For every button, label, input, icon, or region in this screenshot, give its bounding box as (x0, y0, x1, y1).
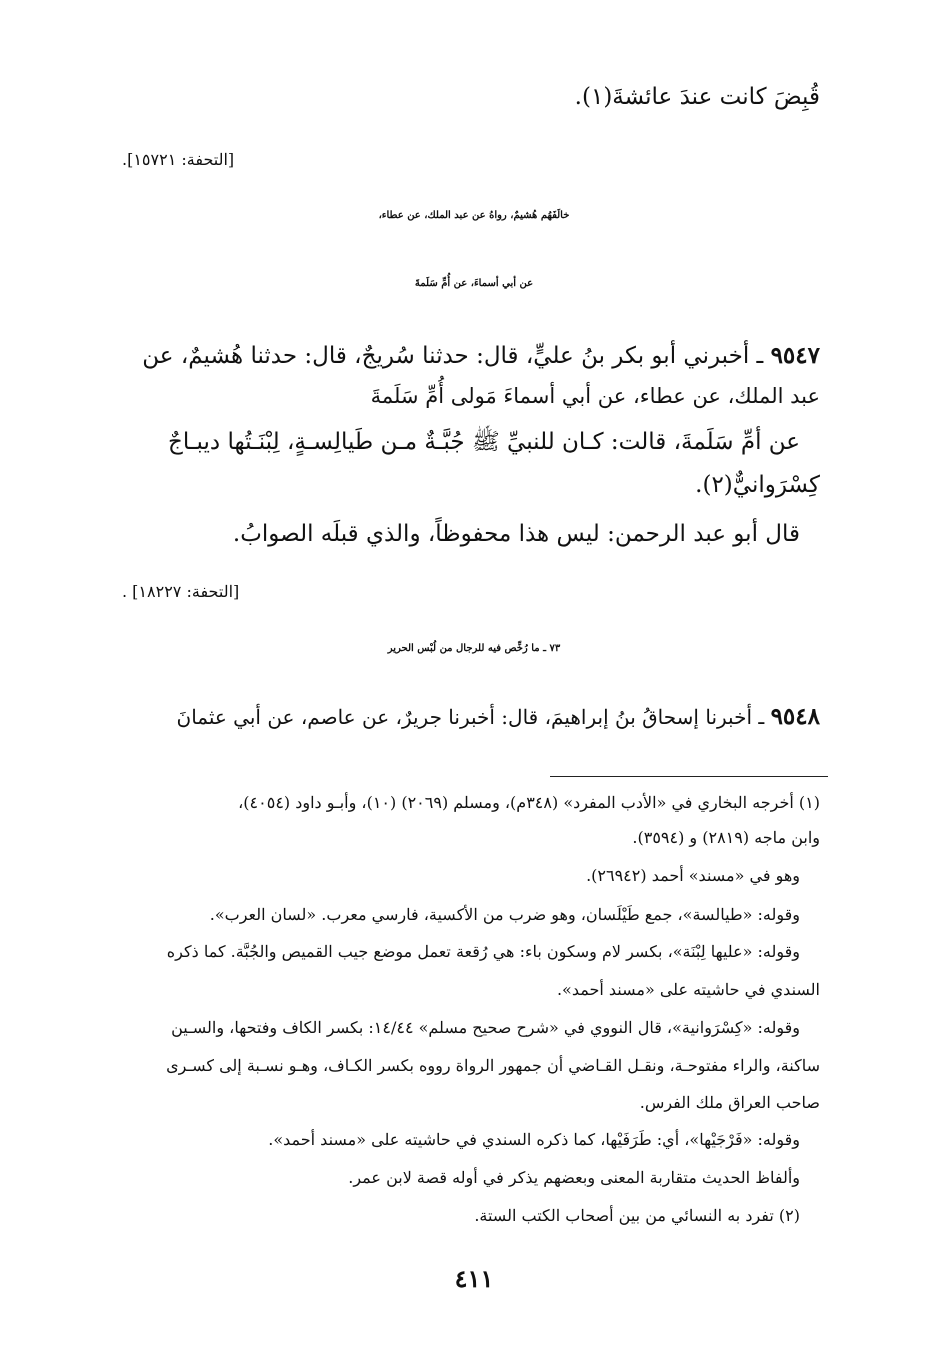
hadith-text: ـ أخبرنا إسحاقُ بنُ إبراهيمَ، قال: أخبرنا جريرٌ، عن عاصم، عن أبي عثمانَ (176, 705, 771, 729)
footnote-line: وقوله: «عليها لِبْنَة»، بكسر لام وسكون باء: هي رُقعة تعمل موضع جيب القميص والجُبَّة. كما ذكره (166, 942, 800, 961)
tuhfa-reference: [التحفة: ١٨٢٢٧] . (122, 582, 240, 601)
section-heading-line-1: خالَفَهُم هُشيمٌ، رواهُ عن عبد الملك، عن عطاء، (378, 210, 570, 221)
footnote-line: وقوله: «فَرْجَيْها»، أي: طَرَفَيْها، كما ذكره السندي في حاشيته على «مسند أحمد». (268, 1130, 800, 1149)
footnote-line: وابن ماجه (٢٨١٩) و (٣٥٩٤). (632, 828, 820, 847)
page-number: ٤١١ (454, 1264, 494, 1293)
footnote-line: صاحب العراق ملك الفرس. (639, 1093, 820, 1112)
footnote-line: وألفاظ الحديث متقاربة المعنى وبعضهم يذكر في أوله قصة لابن عمر. (348, 1168, 800, 1187)
hadith-number: ٩٥٤٨ (770, 703, 820, 730)
footnote-separator (550, 776, 828, 777)
footnote-line: وقوله: «طيالسة»، جمع طَيْلَسان، وهو ضرب من الأكسية، فارسي معرب. «لسان العرب». (209, 905, 800, 924)
footnote-line: وقوله: «كِسْرَوانية»، قال النووي في «شرح صحيح مسلم» ١٤/٤٤: بكسر الكاف وفتحها، والسـين (171, 1018, 800, 1037)
footnote-line: (١) أخرجه البخاري في «الأدب المفرد» (٣٤٨م)، ومسلم (٢٠٦٩) (١٠)، وأبـو داود (٤٠٥٤)، (238, 793, 820, 812)
hadith-9547-line-1 (142, 342, 820, 369)
hadith-9547-line-3: عن أمِّ سَلَمةَ، قالت: كـان للنبيِّ ﷺ جُبَّـةٌ مـن طَيالِسـةٍ، لِبْنَـتُها ديبـاجٌ (167, 429, 800, 455)
tuhfa-reference: [التحفة: ١٥٧٢١]. (122, 150, 235, 169)
footnote-line: وهو في «مسند» أحمد (٢٦٩٤٢). (586, 866, 800, 885)
footnote-line: السندي في حاشيته على «مسند أحمد». (556, 980, 820, 999)
hadith-9548-line-1 (177, 703, 821, 730)
section-heading-line-2: عن أبي أسماءَ، عن أُمِّ سَلَمةَ (414, 278, 534, 289)
hadith-text: ـ أخبرني أبو بكر بنُ عليٍّ، قال: حدثنا سُريجٌ، قال: حدثنا هُشيمٌ، عن (142, 343, 771, 369)
hadith-9547-line-2: عبد الملك، عن عطاء، عن أبي أسماءَ مَولى أُمِّ سَلَمةَ (370, 384, 820, 408)
footnote-line: ساكنة، والراء مفتوحـة، ونقـل القـاضي أن جمهور الرواة رووه بكسر الكـاف، وهـو نسـبة إلى كسـرى (166, 1056, 820, 1075)
hadith-9547-line-5: قال أبو عبد الرحمن: ليس هذا محفوظاً، والذي قبلَه الصوابُ. (232, 521, 800, 547)
chapter-heading: ٧٣ ـ ما رُخِّص فيه للرجال من لُبْس الحرير (387, 643, 561, 654)
hadith-number: ٩٥٤٧ (770, 342, 820, 369)
hadith-9547-line-4: كِسْرَوانيٌّ(٢). (695, 472, 820, 498)
top-line: قُبِضَ كانت عندَ عائشةَ(١). (574, 84, 820, 110)
footnote-line: (٢) تفرد به النسائي من بين أصحاب الكتب الستة. (474, 1206, 800, 1225)
